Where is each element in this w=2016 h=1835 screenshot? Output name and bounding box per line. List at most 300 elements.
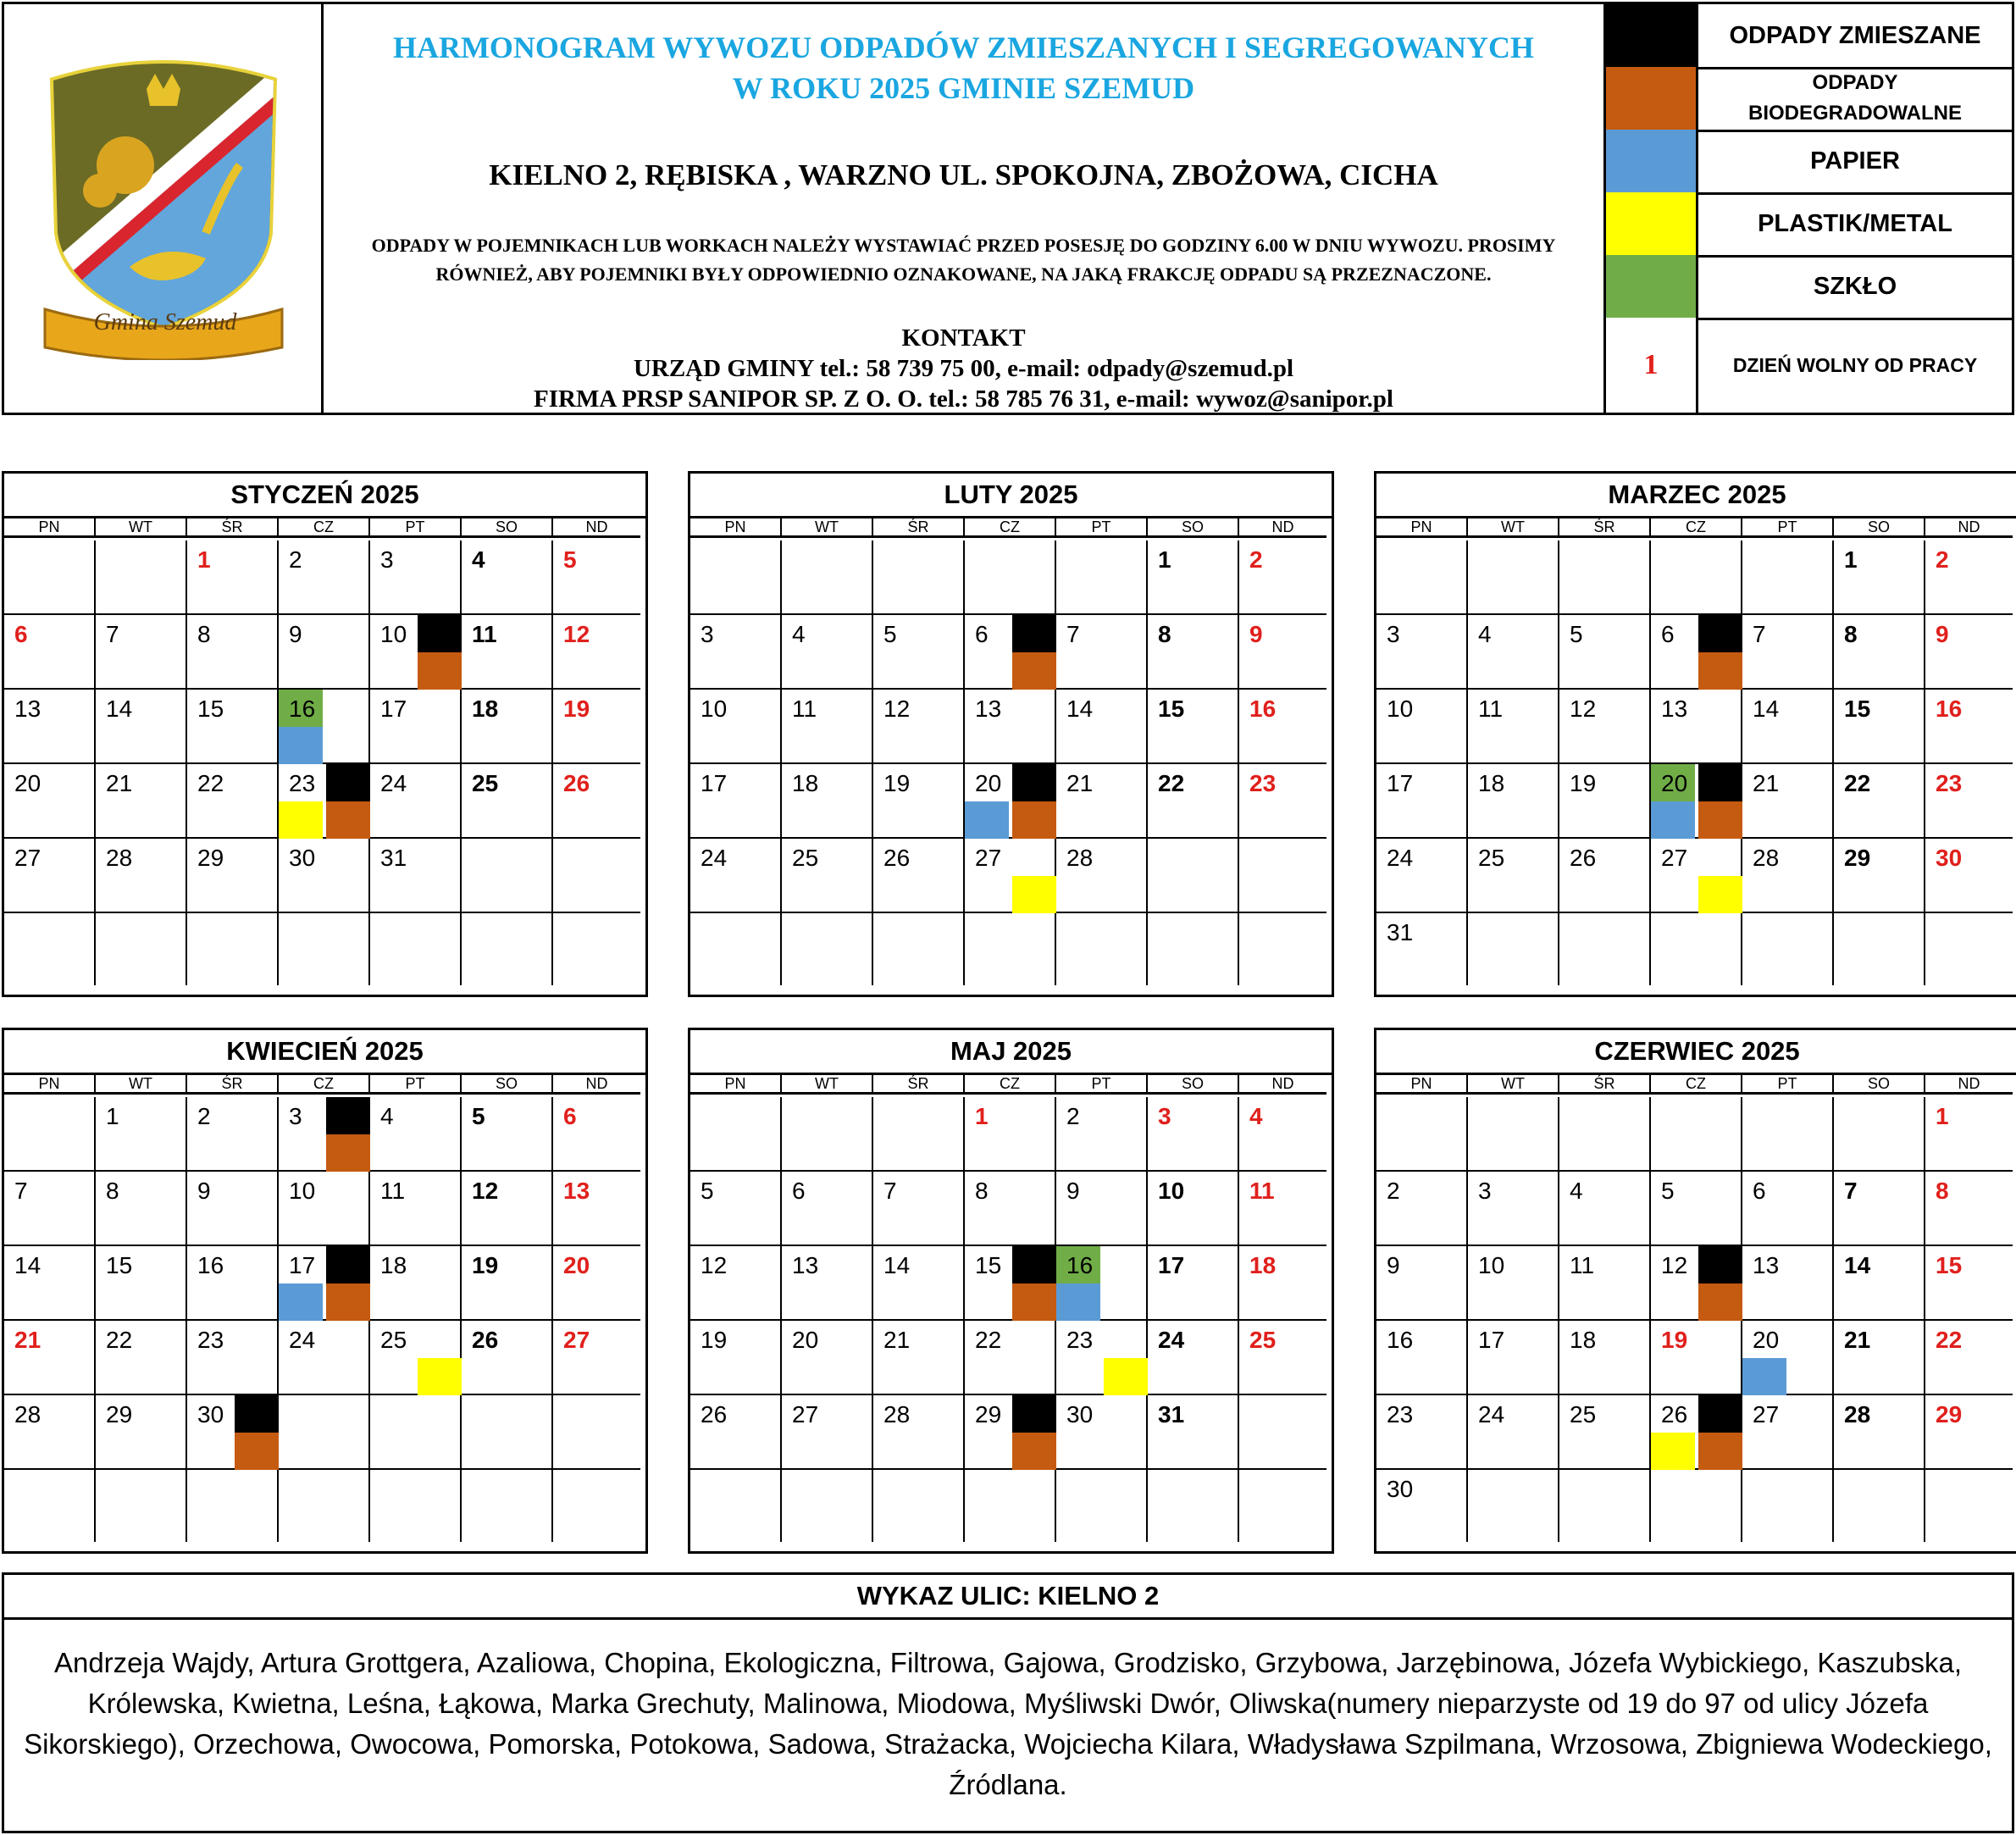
day-number: 3 [1387, 621, 1400, 647]
day-number: 28 [14, 1401, 42, 1428]
street-list-title: WYKAZ ULIC: KIELNO 2 [4, 1575, 2012, 1620]
weekday-header: PN [690, 516, 782, 538]
day-number: 6 [1753, 1178, 1766, 1204]
month-title: MARZEC 2025 [1376, 474, 2016, 518]
collection-marker-brown [1698, 652, 1742, 690]
day-number: 9 [197, 1178, 211, 1204]
day-cell [1468, 1246, 1559, 1321]
day-number: 31 [380, 845, 407, 871]
day-number: 4 [380, 1103, 394, 1129]
logo-ribbon-text: Gmina Szemud [93, 309, 237, 335]
day-number: 8 [197, 621, 211, 647]
day-number: 25 [380, 1327, 407, 1353]
day-number: 22 [106, 1327, 133, 1353]
day-cell [965, 1395, 1056, 1470]
day-number: 27 [14, 845, 42, 871]
collection-marker-black [235, 1395, 279, 1433]
day-number: 15 [1936, 1252, 1963, 1278]
day-number: 22 [975, 1327, 1002, 1353]
day-number: 10 [380, 621, 407, 647]
day-number: 6 [792, 1178, 806, 1204]
day-cell [965, 1097, 1056, 1172]
day-cell [1651, 1097, 1742, 1172]
day-cell [553, 764, 640, 839]
day-cell [1468, 1470, 1559, 1542]
day-cell [1239, 1395, 1326, 1470]
day-number: 11 [1249, 1178, 1275, 1204]
day-number: 3 [380, 546, 394, 573]
collection-marker-black [1012, 1246, 1056, 1283]
day-number: 18 [472, 696, 499, 722]
collection-marker-black [1698, 764, 1742, 801]
day-number: 4 [1570, 1178, 1583, 1204]
day-cell [1376, 541, 1468, 615]
day-cell [1376, 690, 1468, 764]
day-number: 12 [563, 621, 590, 647]
legend-label-green: SZKŁO [1813, 272, 1897, 300]
day-number: 16 [1387, 1327, 1414, 1353]
day-cell [1239, 1470, 1326, 1542]
day-cell [187, 541, 279, 615]
day-cell [4, 1172, 96, 1246]
collection-marker-black [326, 1097, 370, 1134]
day-cell [370, 764, 462, 839]
day-number: 7 [14, 1178, 28, 1204]
day-cell [965, 690, 1056, 764]
day-cell [279, 913, 370, 985]
day-number: 29 [197, 845, 224, 871]
day-number: 26 [701, 1401, 728, 1428]
day-number: 16 [197, 1252, 224, 1278]
day-cell [1651, 615, 1742, 690]
weekday-header: PN [1376, 516, 1468, 538]
day-cell [1742, 1395, 1834, 1470]
day-cell [1559, 764, 1651, 839]
day-cell [1468, 615, 1559, 690]
day-number: 20 [1753, 1327, 1780, 1353]
day-number: 11 [380, 1178, 406, 1204]
day-cell [782, 541, 873, 615]
day-number: 11 [472, 621, 497, 647]
day-cell [1834, 1321, 1925, 1395]
day-number: 24 [289, 1327, 316, 1353]
day-number: 4 [792, 621, 806, 647]
day-cell [690, 1172, 782, 1246]
day-cell [1651, 1321, 1742, 1395]
day-cell [4, 1246, 96, 1321]
day-cell [1742, 764, 1834, 839]
day-cell [96, 615, 187, 690]
day-cell [1056, 1321, 1148, 1395]
day-number: 26 [472, 1327, 499, 1353]
day-number: 25 [1570, 1401, 1597, 1428]
day-cell [1559, 913, 1651, 985]
collection-marker-blue [1742, 1358, 1786, 1395]
day-cell [1056, 1172, 1148, 1246]
weekday-header: SO [1148, 1073, 1239, 1095]
day-cell [462, 1097, 553, 1172]
day-number: 14 [1066, 696, 1094, 722]
day-number: 23 [1066, 1327, 1094, 1353]
legend-swatch-holiday: 1 [1606, 318, 1698, 413]
day-cell [1925, 839, 2013, 913]
month-calendar [688, 1028, 1334, 1554]
day-cell [96, 541, 187, 615]
month-title: LUTY 2025 [690, 474, 1332, 518]
weekday-header: WT [782, 516, 873, 538]
day-cell [1651, 1172, 1742, 1246]
title-line-2: W ROKU 2025 GMINIE SZEMUD [732, 71, 1195, 105]
day-cell [187, 615, 279, 690]
weekday-header: ND [1925, 516, 2013, 538]
day-number: 23 [197, 1327, 224, 1353]
day-number: 14 [1844, 1252, 1871, 1278]
day-number: 22 [1158, 770, 1185, 796]
day-cell [1376, 913, 1468, 985]
collection-marker-blue [1056, 1283, 1100, 1321]
day-cell [690, 764, 782, 839]
day-cell [96, 839, 187, 913]
street-list [2, 1572, 2014, 1833]
day-cell [1148, 1246, 1239, 1321]
day-number: 7 [1066, 621, 1080, 647]
legend-label-black: ODPADY ZMIESZANE [1729, 21, 1981, 49]
day-number: 19 [1661, 1327, 1688, 1353]
day-cell [1925, 913, 2013, 985]
day-cell [370, 615, 462, 690]
day-number: 9 [1249, 621, 1263, 647]
weekday-header: PT [1742, 1073, 1834, 1095]
day-cell [462, 764, 553, 839]
day-cell [4, 913, 96, 985]
legend-swatch-yellow [1606, 192, 1698, 255]
day-cell [782, 1246, 873, 1321]
day-cell [1742, 615, 1834, 690]
day-cell [370, 1470, 462, 1542]
day-number: 2 [1249, 546, 1263, 573]
day-number: 12 [472, 1178, 499, 1204]
day-cell [1376, 1395, 1468, 1470]
collection-marker-black [1698, 1246, 1742, 1283]
day-number: 28 [106, 845, 133, 871]
day-cell [1925, 541, 2013, 615]
collection-marker-brown [418, 652, 462, 690]
day-cell [4, 764, 96, 839]
weekday-header: CZ [279, 1073, 370, 1095]
day-cell [1651, 541, 1742, 615]
day-cell [782, 1470, 873, 1542]
day-number: 16 [1936, 696, 1963, 722]
day-number: 13 [14, 696, 42, 722]
weekday-header: ŚR [873, 516, 965, 538]
day-number: 15 [1844, 696, 1871, 722]
day-cell [187, 1470, 279, 1542]
day-number: 14 [1753, 696, 1780, 722]
day-number: 9 [1387, 1252, 1400, 1278]
legend-label-brown: ODPADY BIODEGRADOWALNE [1748, 71, 1962, 125]
day-cell [1468, 1172, 1559, 1246]
day-number: 5 [701, 1178, 714, 1204]
day-cell [1742, 1246, 1834, 1321]
day-cell [1559, 1172, 1651, 1246]
day-cell [1056, 541, 1148, 615]
day-cell [553, 913, 640, 985]
day-cell [1559, 1246, 1651, 1321]
day-cell [1925, 1321, 2013, 1395]
day-number: 2 [1936, 546, 1949, 573]
day-cell [1742, 1097, 1834, 1172]
day-number: 21 [1066, 770, 1094, 796]
day-number: 10 [701, 696, 728, 722]
day-number: 17 [1158, 1252, 1185, 1278]
day-cell [370, 913, 462, 985]
collection-marker-blue [279, 1283, 323, 1321]
day-cell [873, 690, 965, 764]
day-cell [462, 1246, 553, 1321]
collection-marker-yellow [418, 1358, 462, 1395]
day-number: 27 [975, 845, 1002, 871]
day-cell [370, 839, 462, 913]
day-cell [553, 1321, 640, 1395]
collection-marker-black [1012, 764, 1056, 801]
day-cell [965, 839, 1056, 913]
day-cell [187, 1172, 279, 1246]
day-number: 20 [1661, 770, 1688, 796]
day-cell [1056, 1470, 1148, 1542]
day-cell [370, 690, 462, 764]
day-cell [1559, 1097, 1651, 1172]
day-cell [873, 839, 965, 913]
day-cell [1651, 1395, 1742, 1470]
day-number: 4 [1478, 621, 1492, 647]
day-cell [873, 1097, 965, 1172]
day-cell [96, 764, 187, 839]
day-cell [279, 615, 370, 690]
day-cell [873, 1395, 965, 1470]
weekday-header: WT [1468, 1073, 1559, 1095]
legend-label-yellow: PLASTIK/METAL [1758, 209, 1952, 237]
day-cell [1925, 1172, 2013, 1246]
day-cell [187, 764, 279, 839]
day-number: 15 [106, 1252, 133, 1278]
weekday-header: WT [1468, 516, 1559, 538]
day-number: 28 [1844, 1401, 1871, 1428]
day-cell [1148, 690, 1239, 764]
weekday-header: PT [1056, 1073, 1148, 1095]
day-cell [1376, 1321, 1468, 1395]
day-cell [187, 913, 279, 985]
day-cell [965, 764, 1056, 839]
day-number: 8 [1158, 621, 1171, 647]
day-cell [690, 541, 782, 615]
day-cell [1239, 1321, 1326, 1395]
day-cell [1468, 541, 1559, 615]
legend-swatch-blue [1606, 130, 1698, 192]
day-cell [370, 1172, 462, 1246]
day-cell [96, 1097, 187, 1172]
day-number: 30 [1066, 1401, 1094, 1428]
day-number: 20 [975, 770, 1002, 796]
day-cell [1376, 1097, 1468, 1172]
day-number: 12 [1661, 1252, 1688, 1278]
day-number: 8 [106, 1178, 119, 1204]
day-number: 27 [1661, 845, 1688, 871]
collection-marker-blue [1651, 801, 1695, 839]
day-number: 18 [1570, 1327, 1597, 1353]
day-number: 6 [14, 621, 28, 647]
weekday-header: WT [782, 1073, 873, 1095]
day-number: 16 [1249, 696, 1277, 722]
day-cell [1376, 615, 1468, 690]
month-calendar [2, 471, 648, 997]
day-cell [370, 1321, 462, 1395]
weekday-header: ŚR [1559, 516, 1651, 538]
weekday-header: PN [1376, 1073, 1468, 1095]
day-cell [873, 541, 965, 615]
day-cell [690, 1246, 782, 1321]
day-number: 24 [1387, 845, 1414, 871]
day-cell [1651, 1470, 1742, 1542]
day-cell [4, 541, 96, 615]
weekday-header: CZ [965, 516, 1056, 538]
day-cell [1376, 764, 1468, 839]
collection-marker-black [1012, 1395, 1056, 1433]
day-number: 4 [472, 546, 485, 573]
day-cell [187, 1097, 279, 1172]
month-title: KWIECIEŃ 2025 [4, 1030, 645, 1075]
weekday-header: SO [462, 1073, 553, 1095]
schedule-header [2, 2, 2014, 415]
collection-marker-yellow [1012, 876, 1056, 913]
day-number: 21 [1753, 770, 1780, 796]
legend-swatch-brown [1606, 67, 1698, 130]
day-cell [187, 839, 279, 913]
weekday-header: ND [553, 1073, 640, 1095]
day-cell [1834, 1097, 1925, 1172]
day-cell [279, 1321, 370, 1395]
day-cell [370, 541, 462, 615]
day-number: 15 [975, 1252, 1002, 1278]
day-number: 22 [1844, 770, 1871, 796]
collection-marker-black [1698, 615, 1742, 652]
day-cell [279, 764, 370, 839]
collection-marker-black [1698, 1395, 1742, 1433]
day-cell [1468, 913, 1559, 985]
day-cell [1148, 839, 1239, 913]
day-cell [1056, 1246, 1148, 1321]
month-title: STYCZEŃ 2025 [4, 474, 645, 518]
day-cell [1651, 764, 1742, 839]
day-cell [873, 764, 965, 839]
day-cell [1834, 615, 1925, 690]
legend-row-brown [1606, 67, 2012, 132]
legend-label-blue: PAPIER [1810, 147, 1900, 175]
day-number: 26 [563, 770, 590, 796]
day-cell [4, 1097, 96, 1172]
day-number: 25 [792, 845, 819, 871]
day-cell [782, 764, 873, 839]
day-number: 1 [1844, 546, 1858, 573]
collection-marker-brown [1012, 801, 1056, 839]
day-number: 20 [792, 1327, 819, 1353]
day-cell [553, 1246, 640, 1321]
day-cell [1468, 1321, 1559, 1395]
day-number: 10 [1387, 696, 1414, 722]
day-cell [1239, 913, 1326, 985]
weekday-header: PT [1742, 516, 1834, 538]
day-cell [1834, 913, 1925, 985]
day-number: 18 [1478, 770, 1505, 796]
day-number: 27 [792, 1401, 819, 1428]
day-cell [1148, 1470, 1239, 1542]
day-cell [462, 913, 553, 985]
day-cell [370, 1395, 462, 1470]
weekday-header: WT [96, 1073, 187, 1095]
day-number: 15 [197, 696, 224, 722]
day-cell [4, 1395, 96, 1470]
day-number: 7 [883, 1178, 897, 1204]
day-cell [370, 1097, 462, 1172]
legend-row-yellow [1606, 192, 2012, 258]
day-number: 24 [1158, 1327, 1185, 1353]
day-cell [96, 1172, 187, 1246]
day-cell [1742, 1321, 1834, 1395]
day-number: 9 [1936, 621, 1949, 647]
day-cell [1239, 615, 1326, 690]
collection-marker-black [418, 615, 462, 652]
day-cell [4, 615, 96, 690]
day-cell [4, 1321, 96, 1395]
collection-marker-brown [326, 1134, 370, 1172]
day-number: 7 [1844, 1178, 1858, 1204]
day-number: 19 [701, 1327, 728, 1353]
day-number: 6 [975, 621, 989, 647]
day-number: 1 [975, 1103, 989, 1129]
collection-marker-brown [1012, 652, 1056, 690]
day-cell [279, 541, 370, 615]
day-cell [1148, 913, 1239, 985]
day-cell [965, 1172, 1056, 1246]
day-cell [1559, 1321, 1651, 1395]
day-cell [1148, 541, 1239, 615]
day-number: 25 [472, 770, 499, 796]
day-number: 5 [883, 621, 897, 647]
weekday-header: CZ [1651, 1073, 1742, 1095]
day-cell [1742, 1172, 1834, 1246]
day-number: 31 [1387, 919, 1414, 945]
day-cell [873, 1172, 965, 1246]
day-cell [187, 1321, 279, 1395]
day-cell [873, 1246, 965, 1321]
day-number: 24 [1478, 1401, 1505, 1428]
weekday-header: CZ [965, 1073, 1056, 1095]
day-cell [279, 1172, 370, 1246]
day-number: 13 [1753, 1252, 1780, 1278]
day-number: 3 [1158, 1103, 1171, 1129]
day-cell [1056, 690, 1148, 764]
day-cell [1559, 839, 1651, 913]
day-cell [1056, 913, 1148, 985]
day-cell [1925, 1097, 2013, 1172]
month-title: CZERWIEC 2025 [1376, 1030, 2016, 1075]
collection-marker-brown [326, 1283, 370, 1321]
day-cell [279, 1097, 370, 1172]
day-number: 18 [380, 1252, 407, 1278]
weekday-header: PN [690, 1073, 782, 1095]
day-number: 2 [197, 1103, 211, 1129]
day-number: 26 [1661, 1401, 1688, 1428]
day-cell [462, 1321, 553, 1395]
